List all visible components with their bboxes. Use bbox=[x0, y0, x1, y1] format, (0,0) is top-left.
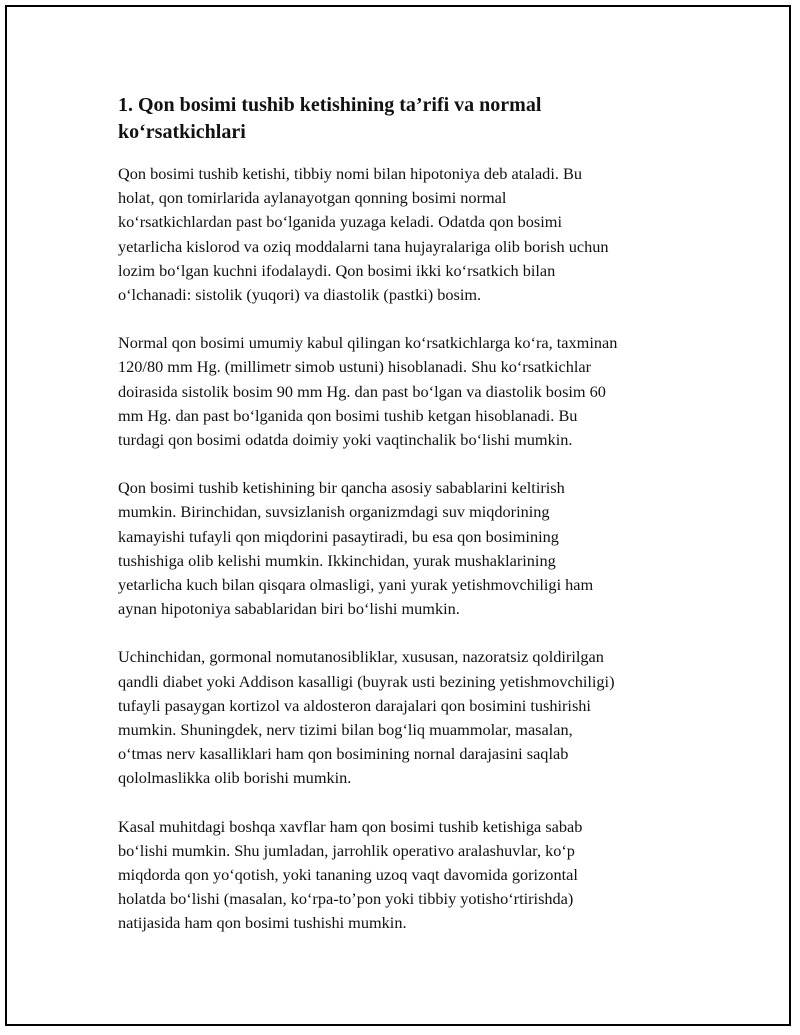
paragraph-hormonal-causes: Uchinchidan, gormonal nomutanosibliklar, xususan, nazoratsiz qoldirilgan qandli diabet yoki Addison kasalligi (buyrak usti bezining yetishmovchiligi) tufayli pasaygan kortizol va aldosteron darajalari qon bosimini tushirishi mumkin. Shuningdek, nerv tizimi bilan bog‘liq muammolar, masalan, o‘tmas nerv kasalliklari ham qon bosimining nornal darajasini saqlab qololmaslikka olib borishi mumkin. bbox=[118, 647, 615, 788]
paragraph-normal-values: Normal qon bosimi umumiy kabul qilingan ko‘rsatkichlarga ko‘ra, taxminan 120/80 mm Hg. (millimetr simob ustuni) hisoblanadi. Shu ko‘rsatkichlar doirasida sistolik bosim 90 mm Hg. dan past bo‘lgan va diastolik bosim 60 mm Hg. dan past bo‘lganida qon bosimi tushib ketgan hisoblanadi. Bu turdagi qon bosimi odatda doimiy yoki vaqtinchalik bo‘lishi mumkin. bbox=[118, 333, 618, 450]
document-body bbox=[118, 92, 688, 960]
paragraph-other-risks: Kasal muhitdagi boshqa xavflar ham qon bosimi tushib ketishiga sabab bo‘lishi mumkin. Shu jumladan, jarrohlik operativo aralashuvlar, ko‘p miqdorda qon yo‘qotish, yoki tananing uzoq vaqt davomida gorizontal holatda bo‘lishi (masalan, ko‘rpa-to’pon yoki tibbiy yotisho‘rtirishda) natijasida ham qon bosimi tushishi mumkin. bbox=[118, 816, 583, 933]
paragraph-definition: Qon bosimi tushib ketishi, tibbiy nomi bilan hipotoniya deb ataladi. Bu holat, qon tomirlarida aylanayotgan qonning bosimi normal ko‘rsatkichlardan past bo‘lganida yuzaga keladi. Odatda qon bosimi yetarlicha kislorod va oziq moddalarni tana hujayralariga olib borish uchun lozim bo‘lgan kuchni ifodalaydi. Qon bosimi ikki ko‘rsatkich bilan o‘lchanadi: sistolik (yuqori) va diastolik (pastki) bosim. bbox=[118, 164, 609, 305]
paragraph-causes: Qon bosimi tushib ketishining bir qancha asosiy sabablarini keltirish mumkin. Birinchidan, suvsizlanish organizmdagi suv miqdorining kamayishi tufayli qon miqdorini pasaytiradi, bu esa qon bosimining tushishiga olib kelishi mumkin. Ikkinchidan, yurak mushaklarining yetarlicha kuch bilan qisqara olmasligi, yani yurak yetishmovchiligi ham aynan hipotoniya sabablaridan biri bo‘lishi mumkin. bbox=[118, 478, 594, 619]
section-heading: 1. Qon bosimi tushib ketishining ta’rifi va normal ko‘rsatkichlari bbox=[118, 94, 542, 143]
